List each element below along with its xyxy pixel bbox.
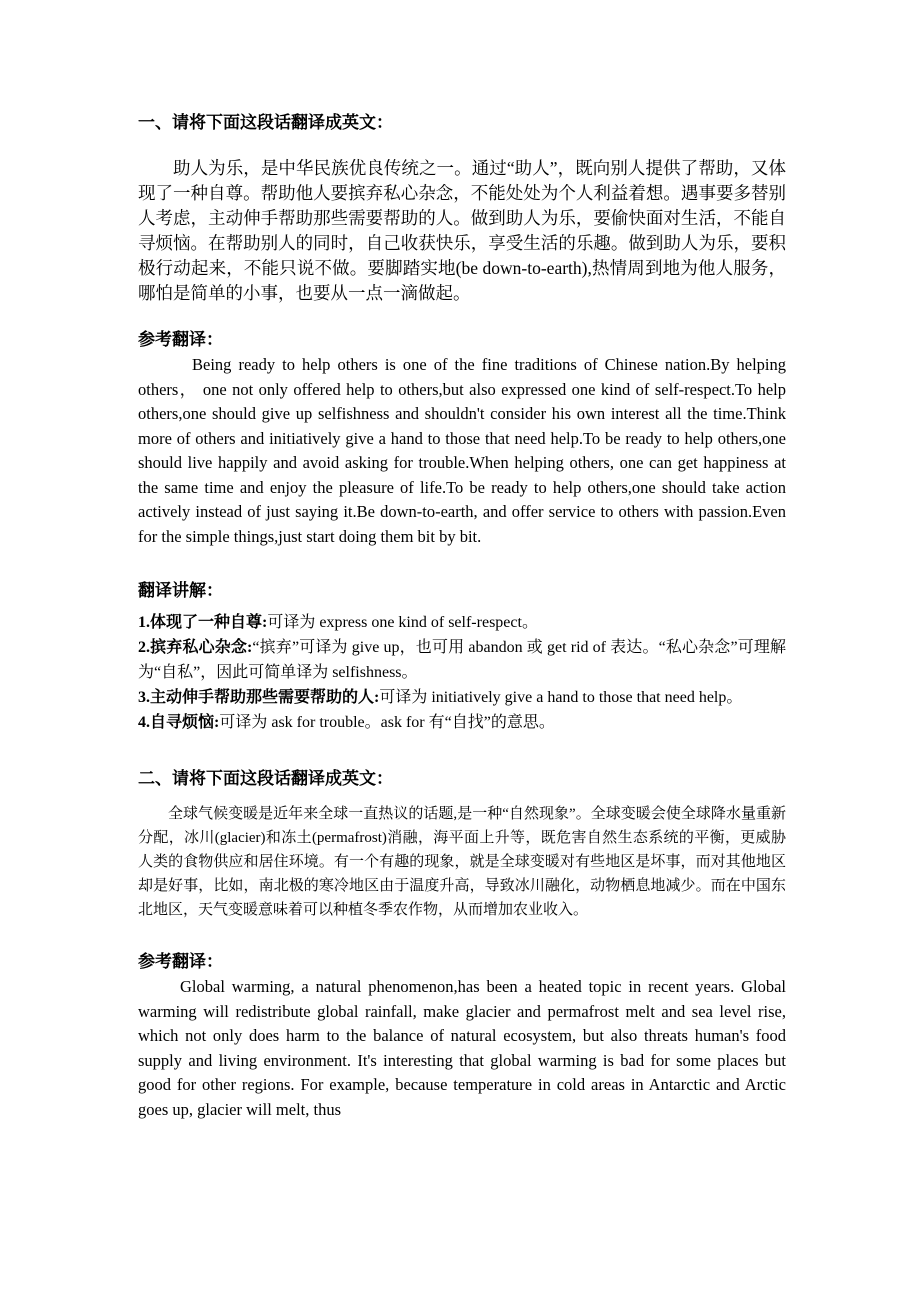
explanation-item [138, 710, 786, 735]
section1-title: 一、请将下面这段话翻译成英文： [138, 113, 393, 132]
section1-reference-paragraph: Being ready to help others is one of the fine traditions of Chinese nation.By helping others， one not only offered help to others,but also expressed one kind of self-respect.To help others,one should give up selfishness and shouldn't consider his own interest all the time.Think more of others and initiatively give a hand to those that need help.To be ready to help others,one should live happily and avoid asking for trouble.When helping others, one can get happiness at the same time and enjoy the pleasure of life.To be ready to help others,one should take action actively instead of just saying it.Be down-to-earth, and offer service to others with passion.Even for the simple things,just start doing them bit by bit. [138, 355, 786, 546]
section1-explanation-heading: 翻译讲解： [138, 581, 223, 600]
section2-source-paragraph: 全球气候变暖是近年来全球一直热议的话题,是一种“自然现象”。全球变暖会使全球降水量重新分配，冰川(glacier)和冻土(permafrost)消融，海平面上升等，既危害自然生态系统的平衡，更威胁人类的食物供应和居住环境。有一个有趣的现象，就是全球变暖对有些地区是坏事，而对其他地区却是好事，比如，南北极的寒冷地区由于温度升高，导致冰川融化，动物栖息地减少。而在中国东北地区，天气变暖意味着可以种植冬季农作物，从而增加农业收入。 [138, 806, 786, 918]
explanation-detail: 可译为 express one kind of self-respect。 [267, 614, 538, 631]
explanation-list [138, 610, 786, 735]
section2-reference-paragraph: Global warming, a natural phenomenon,has been a heated topic in recent years. Global warming will redistribute global rainfall, make glacier and permafrost melt and sea level rise, which not only does harm to the balance of natural ecosystem, but also threats human's food supply and living environment. It's interesting that global warming is bad for some places but good for other regions. For example, because temperature in cold areas in Antarctic and Arctic goes up, glacier will melt, thus [138, 977, 786, 1119]
section1-reference-heading: 参考翻译： [138, 330, 223, 349]
explanation-term: 4.自寻烦恼: [138, 714, 220, 731]
explanation-detail: “摈弃”可译为 give up，也可用 abandon 或 get rid of 表达。“私心杂念”可理解为“自私”，因此可简单译为 selfishness。 [138, 639, 786, 681]
explanation-term: 2.摈弃私心杂念: [138, 639, 253, 656]
explanation-item [138, 635, 786, 685]
explanation-item [138, 610, 786, 635]
explanation-term: 1.体现了一种自尊: [138, 614, 268, 631]
explanation-detail: 可译为 initiatively give a hand to those that need help。 [379, 689, 743, 706]
explanation-detail: 可译为 ask for trouble。ask for 有“自找”的意思。 [219, 714, 555, 731]
translation-section-1 [138, 110, 786, 735]
explanation-item [138, 685, 786, 710]
section2-reference-heading: 参考翻译： [138, 952, 223, 971]
section1-source-paragraph: 助人为乐，是中华民族优良传统之一。通过“助人”，既向别人提供了帮助，又体现了一种自尊。帮助他人要摈弃私心杂念，不能处处为个人利益着想。遇事要多替别人考虑，主动伸手帮助那些需要帮助的人。做到助人为乐，要偷快面对生活，不能自寻烦恼。在帮助别人的同时，自己收获快乐，享受生活的乐趣。做到助人为乐，要积极行动起来，不能只说不做。要脚踏实地(be down-to-earth),热情周到地为他人服务，哪怕是简单的小事，也要从一点一滴做起。 [138, 158, 786, 303]
explanation-term: 3.主动伸手帮助那些需要帮助的人: [138, 689, 380, 706]
translation-section-2 [138, 766, 786, 1122]
section2-title: 二、请将下面这段话翻译成英文： [138, 769, 393, 788]
